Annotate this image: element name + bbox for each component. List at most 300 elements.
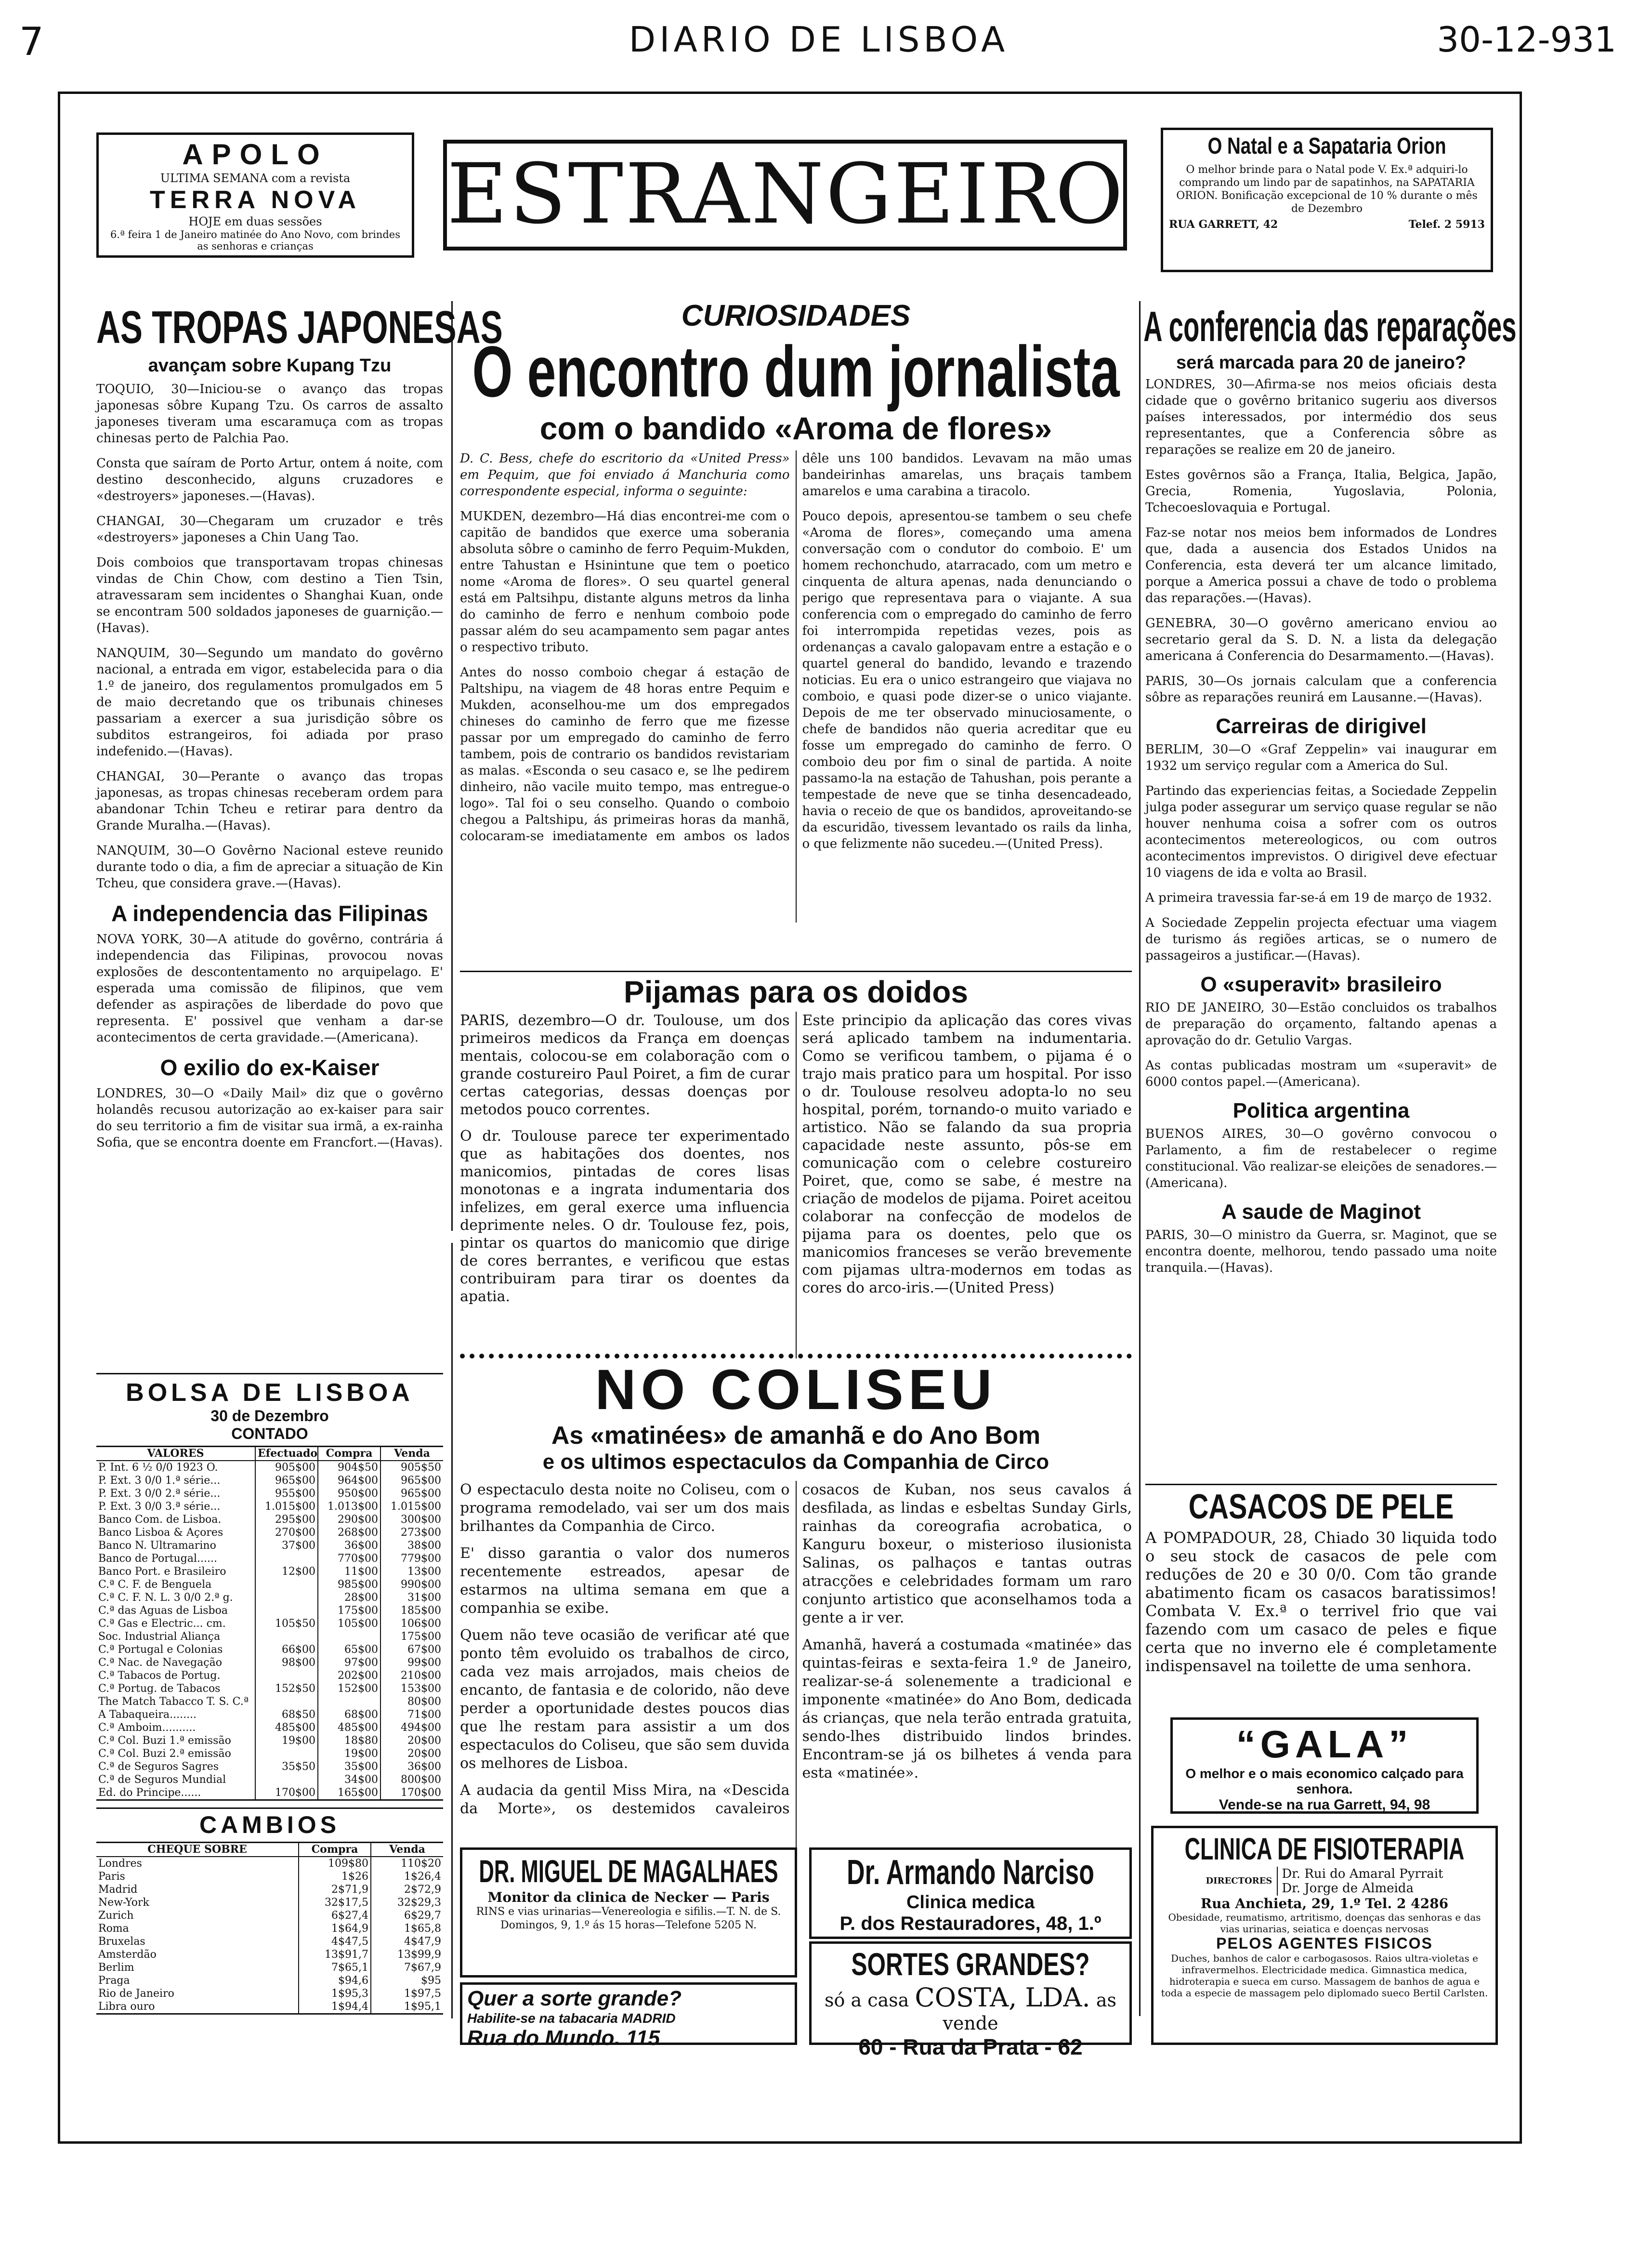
- politica-title: Politica argentina: [1233, 1099, 1410, 1122]
- bolsa-price: 268$00: [318, 1526, 380, 1539]
- bolsa-price: [255, 1604, 318, 1617]
- superavit-title: O «superavit» brasileiro: [1200, 973, 1442, 996]
- cambios-rate: 4$47,9: [371, 1935, 443, 1948]
- bolsa-row: [96, 1474, 443, 1487]
- bolsa-price: 68$50: [255, 1708, 318, 1721]
- bolsa-price: 175$00: [318, 1604, 380, 1617]
- bolsa-price: 35$50: [255, 1760, 318, 1773]
- bolsa-row: [96, 1760, 443, 1773]
- magalhaes-line2: RINS e vias urinarias—Venereologia e sifilis.—T. N. de S. Domingos, 9, 1.º ás 15 horas—Telefone 5205 N.: [476, 1906, 781, 1931]
- clinica-text2: Duches, banhos de calor e carbogasosos. Raios ultra-violetas e infravermelhos. Electricidade medica. Gimnastica medica, hidroterapia e sueca em curso. Massagem de banhos de agua e toda a especie de massagem pelo diplomado sueco Bertil Carlsten.: [1161, 1952, 1488, 1999]
- tropas-para: Dois comboios que transportavam tropas chinesas vindas de Chin Chow, com destino a Tien Tsin, atravessaram sem incidentes o Shanghai Kuan, onde se encontram 500 soldados japoneses de guarnição.—(Havas).: [96, 555, 443, 635]
- bolsa-price: 800$00: [380, 1773, 443, 1786]
- bolsa-price: 19$00: [255, 1734, 318, 1747]
- cambios-rate: $95: [371, 1974, 443, 1987]
- cambios-rate: 1$26,4: [371, 1870, 443, 1883]
- bolsa-security: Soc. Industrial Aliança: [98, 1631, 221, 1643]
- bolsa-price: 105$50: [255, 1617, 318, 1630]
- cambios-title: CAMBIOS: [96, 1807, 443, 1839]
- cambios-rate: 110$20: [371, 1857, 443, 1870]
- superavit-para: RIO DE JANEIRO, 30—Estão concluidos os trabalhos de preparação do orçamento, faltando apenas a aprovação do dr. Getulio Vargas.: [1145, 1001, 1497, 1048]
- bolsa-price: 19$00: [318, 1747, 380, 1760]
- pijamas-article: [460, 971, 1132, 1358]
- bolsa-price: 1.015$00: [380, 1500, 443, 1513]
- cambios-city: Amsterdão: [98, 1949, 157, 1961]
- bolsa-date: 30 de Dezembro: [210, 1407, 329, 1424]
- bolsa-price: [318, 1630, 380, 1643]
- apolo-line3: 6.ª feira 1 de Janeiro matinée do Ano Novo, com brindes as senhoras e crianças: [110, 229, 401, 252]
- bolsa-security: P. Ext. 3 0/0 3.ª série...: [98, 1501, 221, 1513]
- column-rule: [1139, 301, 1141, 2016]
- bolsa-price: 36$00: [380, 1760, 443, 1773]
- bolsa-security: C.ª de Seguros Sagres: [98, 1761, 219, 1773]
- sorte-line2: Habilite-se na tabacaria MADRID: [467, 2011, 676, 2026]
- cambios-city: New-York: [98, 1897, 149, 1909]
- bolsa-row: [96, 1721, 443, 1734]
- bolsa-price: 290$00: [318, 1513, 380, 1526]
- coliseu-para: O espectaculo desta noite no Coliseu, com o programa remodelado, vai ser um dos mais brilhantes da Companhia de Circo.: [460, 1481, 790, 1535]
- gala-line2: Vende-se na rua Garrett, 94, 98: [1219, 1797, 1430, 1813]
- sortes-addr: 60 - Rua da Prata - 62: [858, 2034, 1083, 2059]
- cambios-row: [96, 1883, 443, 1896]
- bolsa-row: [96, 1630, 443, 1643]
- bolsa-security: C.ª Nac. de Navegação: [98, 1657, 222, 1669]
- bolsa-security: Banco Port. e Brasileiro: [98, 1566, 226, 1578]
- clinica-dir1: Dr. Rui do Amaral Pyrrait: [1282, 1867, 1443, 1881]
- bolsa-security: P. Ext. 3 0/0 2.ª série...: [98, 1488, 221, 1500]
- bolsa-price: [255, 1578, 318, 1591]
- cambios-rate: 1$65,8: [371, 1922, 443, 1935]
- bolsa-price: 300$00: [380, 1513, 443, 1526]
- bolsa-security: Banco N. Ultramarino: [98, 1540, 216, 1552]
- cambios-row: [96, 1896, 443, 1909]
- bolsa-security: A Tabaqueira........: [98, 1709, 197, 1721]
- cambios-rate: 7$67,9: [371, 1961, 443, 1974]
- masthead: DIARIO DE LISBOA: [629, 19, 1009, 60]
- curiosidades-para: Antes do nosso comboio chegar á estação de Paltshipu, na viagem de 48 horas entre Pequim e Mukden, aconselhou-me um dos empregados chineses do caminho de ferro que me fizesse passar por um empregado do caminho de ferro tambem, pois de contrario os bandidos revistariam as malas. «Esconda o seu casaco e, se lhe pedirem dinheiro, não vacile muito tempo, mas entregue-o logo». Tal foi o seu conselho. Quando o comboio chegou a Paltshipu, ás primeiras horas da manhã, colocaram-se imediatamente em ambos os lados dêle uns 100 bandidos. Levavam na mão umas bandeirinhas amarelas, uns braçais tambem amarelos e uma carabina a tiracolo.: [460, 451, 1132, 844]
- section-title: ESTRANGEIRO: [447, 145, 1125, 242]
- curiosidades-subtitle: com o bandido «Aroma de flores»: [539, 410, 1052, 446]
- bolsa-price: 13$00: [380, 1565, 443, 1578]
- casacos-title: CASACOS DE PELE: [1188, 1488, 1454, 1526]
- bolsa-price: 965$00: [380, 1487, 443, 1500]
- bolsa-header: Compra: [318, 1447, 380, 1461]
- coliseu-para: E' disso garantia o valor dos numeros recentemente estreados, apesar de estarmos na ultima semana em que a companhia se exibe.: [460, 1545, 790, 1617]
- bolsa-row: [96, 1552, 443, 1565]
- bolsa-price: 494$00: [380, 1721, 443, 1734]
- tropas-para: NANQUIM, 30—O Govêrno Nacional esteve reunido durante todo o dia, a fim de apreciar a situação de Kin Tcheu, que considera grave.—(Havas).: [96, 844, 443, 891]
- bolsa-price: 12$00: [255, 1565, 318, 1578]
- bolsa-header: VALORES: [96, 1447, 255, 1461]
- bolsa-price: 950$00: [318, 1487, 380, 1500]
- bolsa-price: 71$00: [380, 1708, 443, 1721]
- page-number: 7: [19, 19, 44, 64]
- tropas-title: AS TROPAS JAPONESAS: [96, 302, 503, 353]
- reparacoes-para: Faz-se notar nos meios bem informados de Londres que, dada a ausencia dos Estados Unidos na Conferencia, esta deverá ter um alcance limitado, porque a America possui a chave de todo o problema das reparações.—(Havas).: [1145, 526, 1497, 606]
- bolsa-price: 66$00: [255, 1643, 318, 1656]
- bolsa-price: [255, 1747, 318, 1760]
- bolsa-price: 35$00: [318, 1760, 380, 1773]
- curiosidades-para: MUKDEN, dezembro—Há dias encontrei-me com o capitão de bandidos que exerce uma soberania absoluta sôbre o caminho de ferro Pequim-Mukden, entre Tahustan e Hsinintune que tem o poetico nome «Aroma de flores». O seu quartel general está em Paltsihpu, distante alguns metros da linha do caminho de ferro e nenhum comboio pode passar além do seu acampamento sem pagar antes o respectivo tributo.: [460, 509, 790, 655]
- cambios-rate: 32$17,5: [299, 1896, 371, 1909]
- narciso-name: Dr. Armando Narciso: [847, 1853, 1094, 1892]
- bolsa-row: [96, 1682, 443, 1695]
- bolsa-price: 202$00: [318, 1669, 380, 1682]
- bolsa-price: 485$00: [318, 1721, 380, 1734]
- cambios-row: [96, 1987, 443, 2000]
- bolsa-price: [255, 1591, 318, 1604]
- cambios-rate: 13$91,7: [299, 1948, 371, 1961]
- natal-ad: [1161, 128, 1493, 272]
- bolsa-price: [255, 1552, 318, 1565]
- gala-line1: O melhor e o mais economico calçado para senhora.: [1185, 1766, 1464, 1796]
- bolsa-row: [96, 1539, 443, 1552]
- right-column: [1143, 303, 1517, 1285]
- cambios-header: Compra: [299, 1843, 371, 1857]
- bolsa-price: 964$00: [318, 1474, 380, 1487]
- bolsa-price: 36$00: [318, 1539, 380, 1552]
- clinica-ad: [1151, 1826, 1498, 2045]
- pijamas-para: PARIS, dezembro—O dr. Toulouse, um dos primeiros medicos da França em doenças mentais, colocou-se em colaboração com o grande costureiro Paul Poiret, a fim de curar certas categorias, dessas doenças por metodos pouco correntes.: [460, 1012, 790, 1118]
- gala-title: “GALA”: [1236, 1723, 1413, 1766]
- cambios-table: [96, 1842, 443, 2015]
- cambios-rate: 6$29,7: [371, 1909, 443, 1922]
- magalhaes-name: DR. MIGUEL DE MAGALHAES: [479, 1853, 778, 1889]
- narciso-line2: P. dos Restauradores, 48, 1.º: [839, 1913, 1101, 1934]
- bolsa-price: 67$00: [380, 1643, 443, 1656]
- bolsa-security: C.ª C. F. N. L. 3 0/0 2.ª g.: [98, 1592, 233, 1604]
- clinica-title: CLINICA DE FISIOTERAPIA: [1184, 1832, 1465, 1866]
- cambios-city: Libra ouro: [98, 2001, 155, 2013]
- bolsa-price: 65$00: [318, 1643, 380, 1656]
- bolsa-security: P. Ext. 3 0/0 1.ª série...: [98, 1475, 221, 1487]
- bolsa-security: The Match Tabacco T. S. C.ª: [98, 1696, 249, 1708]
- tropas-para: CHANGAI, 30—Perante o avanço das tropas japonesas, as tropas chinesas receberam ordem para abandonar Tchin Tcheu e retirar para dentro da Grande Muralha.—(Havas).: [96, 769, 443, 833]
- bolsa-price: 485$00: [255, 1721, 318, 1734]
- bolsa-price: 985$00: [318, 1578, 380, 1591]
- bolsa-price: 152$00: [318, 1682, 380, 1695]
- bolsa-sub: CONTADO: [231, 1425, 308, 1442]
- cambios-rate: 7$65,1: [299, 1961, 371, 1974]
- cambios-city: Rio de Janeiro: [98, 1988, 174, 2000]
- filipinas-text: NOVA YORK, 30—A atitude do govêrno, contrária á independencia das Filipinas, provocou novas explosões de descontentamento no arquipelago. E' esperada uma comissão de filipinos, que vem defender as aspirações de liberdade do povo que representa. E' possivel que venham a dar-se acontecimentos de certa gravidade.—(Americana).: [96, 932, 443, 1045]
- kaiser-text: LONDRES, 30—O «Daily Mail» diz que o govêrno holandês recusou autorização ao ex-kaiser para sair do seu territorio a fim de visitar sua irmã, a ex-rainha Sofia, que se encontra doente em Francfort.—(Havas).: [96, 1086, 443, 1150]
- sortes-line2: as vende: [943, 1990, 1116, 2034]
- page-date: 30-12-931: [1437, 19, 1616, 60]
- bolsa-price: 38$00: [380, 1539, 443, 1552]
- clinica-text1: Obesidade, reumatismo, artritismo, doenças das senhoras e das vias urinarias, seiatica e doenças nervosas: [1168, 1912, 1481, 1935]
- bolsa-security: Banco Lisboa & Açores: [98, 1527, 223, 1539]
- cambios-city: Londres: [98, 1858, 142, 1870]
- bolsa-price: 165$00: [318, 1786, 380, 1800]
- bolsa-price: [255, 1630, 318, 1643]
- bolsa-row: [96, 1734, 443, 1747]
- cambios-rate: 1$95,1: [371, 2000, 443, 2014]
- cambios-row: [96, 1948, 443, 1961]
- tropas-article: [96, 302, 503, 1160]
- narciso-line1: Clinica medica: [906, 1892, 1035, 1912]
- apolo-name: APOLO: [182, 138, 328, 171]
- tropas-para: Consta que saíram de Porto Artur, ontem á noite, com destino desconhecido, alguns cruzadores e «destroyers» japoneses.—(Havas).: [96, 456, 443, 503]
- cambios-row: [96, 2000, 443, 2014]
- bolsa-security: C.ª C. F. de Benguela: [98, 1579, 212, 1591]
- bolsa-price: 153$00: [380, 1682, 443, 1695]
- cambios-city: Paris: [98, 1871, 125, 1883]
- bolsa-price: 965$00: [255, 1474, 318, 1487]
- bolsa-price: 295$00: [255, 1513, 318, 1526]
- bolsa-price: 31$00: [380, 1591, 443, 1604]
- bolsa-price: 106$00: [380, 1617, 443, 1630]
- bolsa-price: 34$00: [318, 1773, 380, 1786]
- cambios-row: [96, 1961, 443, 1974]
- cambios-city: Berlim: [98, 1962, 134, 1974]
- bolsa-price: 98$00: [255, 1656, 318, 1669]
- bolsa-row: [96, 1526, 443, 1539]
- bolsa-title: BOLSA DE LISBOA: [126, 1379, 414, 1407]
- bolsa-price: 28$00: [318, 1591, 380, 1604]
- bolsa-price: 185$00: [380, 1604, 443, 1617]
- cambios-row: [96, 1857, 443, 1870]
- bolsa-security: C.ª Tabacos de Portug.: [98, 1670, 221, 1682]
- bolsa-row: [96, 1617, 443, 1630]
- bolsa-price: 273$00: [380, 1526, 443, 1539]
- bolsa-security: Banco de Portugal......: [98, 1553, 217, 1565]
- bolsa-price: 175$00: [380, 1630, 443, 1643]
- sortes-ad: [809, 1941, 1132, 2059]
- curiosidades-kicker: CURIOSIDADES: [681, 299, 911, 332]
- bolsa-row: [96, 1773, 443, 1786]
- bolsa-price: 99$00: [380, 1656, 443, 1669]
- bolsa-price: 105$00: [318, 1617, 380, 1630]
- sortes-line1: só a casa: [825, 1990, 909, 2011]
- bolsa-security: Ed. do Principe......: [98, 1787, 201, 1799]
- bolsa-security: C.ª das Aguas de Lisboa: [98, 1605, 228, 1617]
- bolsa-row: [96, 1513, 443, 1526]
- bolsa-row: [96, 1578, 443, 1591]
- cambios-rate: 13$99,9: [371, 1948, 443, 1961]
- bolsa-row: [96, 1695, 443, 1708]
- curiosidades-para: Pouco depois, apresentou-se tambem o seu chefe «Aroma de flores», começando uma amena conversação com o condutor do comboio. E' um homem rechonchudo, atarracado, com um metro e cinquenta de altura apenas, nada denunciando o perigo que representava para o viajante. A sua conferencia com o empregado do caminho de ferro foi interrompida repetidas vezes, pois as ordenanças a cavalo galopavam entre a estação e o quartel general do bandido, levando e trazendo noticias. Eu era o unico estrangeiro que viajava no comboio, e quasi pode dizer-se o unico viajante. Depois de me ter observado minuciosamente, o chefe de bandidos não queria acreditar que eu fosse um empregado do caminho de ferro. O comboio deu por fim o sinal de partida. A noite passamo-la na estação de Tahushan, pois perante a tempestade de neve que se tinha desencadeado, havia o receio de que os bandidos, aproveitando-se da escuridão, tivessem levantado os rails da linha, o que felizmente não sucedeu.—(United Press).: [802, 509, 1132, 851]
- bolsa-price: 68$00: [318, 1708, 380, 1721]
- bolsa-section: [96, 1373, 443, 2015]
- column-rule: [451, 1243, 453, 2018]
- apolo-line1: ULTIMA SEMANA com a revista: [160, 171, 351, 185]
- bolsa-header: Venda: [380, 1447, 443, 1461]
- cambios-rate: $94,6: [299, 1974, 371, 1987]
- bolsa-price: [318, 1695, 380, 1708]
- clinica-addr: Rua Anchieta, 29, 1.º Tel. 2 4286: [1200, 1896, 1449, 1912]
- bolsa-row: [96, 1786, 443, 1800]
- casacos-ad: [1145, 1484, 1497, 1675]
- bolsa-security: C.ª Col. Buzi 2.ª emissão: [98, 1748, 231, 1760]
- bolsa-row: [96, 1747, 443, 1760]
- reparacoes-para: LONDRES, 30—Afirma-se nos meios oficiais desta cidade que o govêrno britanico sugeriu aos diversos países interessados, por intermédio dos seus representantes, que a Conferencia sôbre as reparações se realize em 20 de janeiro.: [1145, 377, 1497, 457]
- curiosidades-intro: D. C. Bess, chefe do escritorio da «United Press» em Pequim, que foi enviado á Manchuria como correspondente especial, informa o seguinte:: [460, 451, 790, 499]
- tropas-para: TOQUIO, 30—Iniciou-se o avanço das tropas japonesas sôbre Kupang Tzu. Os carros de assalto japoneses tiveram uma escaramuça com as tropas chinesas perto de Palchia Pao.: [96, 382, 443, 446]
- dirigivel-title: Carreiras de dirigivel: [1216, 714, 1427, 738]
- cambios-city: Bruxelas: [98, 1936, 145, 1948]
- coliseu-title: NO COLISEU: [595, 1358, 997, 1422]
- cambios-header: CHEQUE SOBRE: [96, 1843, 299, 1857]
- sorte-ad: [460, 1982, 797, 2050]
- tropas-para: CHANGAI, 30—Chegaram um cruzador e três «destroyers» japoneses a Chin Uang Tao.: [96, 514, 443, 545]
- bolsa-price: 170$00: [255, 1786, 318, 1800]
- clinica-dir2: Dr. Jorge de Almeida: [1282, 1881, 1414, 1896]
- magalhaes-ad: [460, 1847, 797, 1978]
- bolsa-row: [96, 1487, 443, 1500]
- dirigivel-para: A primeira travessia far-se-á em 19 de março de 1932.: [1145, 891, 1492, 905]
- bolsa-price: 905$50: [380, 1461, 443, 1474]
- cambios-city: Praga: [98, 1975, 130, 1987]
- cambios-rate: 109$80: [299, 1857, 371, 1870]
- bolsa-price: 904$50: [318, 1461, 380, 1474]
- bolsa-row: [96, 1461, 443, 1474]
- cambios-row: [96, 1935, 443, 1948]
- clinica-sub: PELOS AGENTES FISICOS: [1216, 1935, 1433, 1952]
- cambios-rate: 1$95,3: [299, 1987, 371, 2000]
- bolsa-row: [96, 1500, 443, 1513]
- bolsa-price: 990$00: [380, 1578, 443, 1591]
- dirigivel-para: Partindo das experiencias feitas, a Sociedade Zeppelin julga poder assegurar um serviço quase regular se não houver nenhuma coisa a sofrer com os outros acontecimentos metereologicos, ou com outros acontecimentos imprevistos. O dirigivel deve efectuar 10 viagens de ida e volta ao Brasil.: [1145, 784, 1497, 880]
- bolsa-row: [96, 1708, 443, 1721]
- cambios-city: Madrid: [98, 1884, 138, 1896]
- bolsa-price: 779$00: [380, 1552, 443, 1565]
- cambios-rate: 1$26: [299, 1870, 371, 1883]
- cambios-row: [96, 1870, 443, 1883]
- natal-address: RUA GARRETT, 42: [1169, 218, 1278, 231]
- superavit-para: As contas publicadas mostram um «superavit» de 6000 contos papel.—(Americana).: [1145, 1058, 1497, 1089]
- bolsa-price: [255, 1773, 318, 1786]
- cambios-header: Venda: [371, 1843, 443, 1857]
- bolsa-price: 20$00: [380, 1747, 443, 1760]
- bolsa-row: [96, 1565, 443, 1578]
- natal-phone: Telef. 2 5913: [1408, 218, 1485, 231]
- bolsa-row: [96, 1604, 443, 1617]
- bolsa-price: 20$00: [380, 1734, 443, 1747]
- cambios-rate: 2$72,9: [371, 1883, 443, 1896]
- bolsa-price: 270$00: [255, 1526, 318, 1539]
- cambios-city: Zurich: [98, 1910, 134, 1922]
- tropas-subtitle: avançam sobre Kupang Tzu: [148, 356, 392, 376]
- cambios-rate: 1$94,4: [299, 2000, 371, 2014]
- cambios-city: Roma: [98, 1923, 129, 1935]
- bolsa-security: C.ª de Seguros Mundial: [98, 1774, 226, 1786]
- pijamas-para: O dr. Toulouse parece ter experimentado que as habitações dos doentes, nos manicomios, pintadas de cores lisas monotonas e a ingrata indumentaria dos infelizes, em geral exerce uma influencia deprimente neles. O dr. Toulouse fez, pois, pintar os quartos do manicomio que dirige de cores berrantes, e verificou que estas contribuiram para tirar os doentes da apatia.: [460, 1128, 790, 1305]
- pijamas-para: Este principio da aplicação das cores vivas será aplicado tambem na indumentaria. Como se verificou tambem, o pijama é o trajo mais pratico para um hospital. Por isso o dr. Toulouse resolveu adopta-lo no seu hospital, porém, tornando-o muito variado e artistico. Não se falando da sua propria capacidade neste assunto, pôs-se em comunicação com o celebre costureiro Poiret, que, como se sabe, é mestre na criação de modelos de pijama. Poiret aceitou colaborar na confecção de modelos de pijama para os doentes, pelo que os manicomios franceses se verão brevemente com pijamas ultra-modernos em todas as cores do arco-iris.—(United Press): [802, 1012, 1132, 1296]
- section-title-box: [443, 140, 1127, 251]
- sorte-line3: Rua do Mundo. 115: [467, 2026, 660, 2050]
- bolsa-security: C.ª Amboim..........: [98, 1722, 196, 1734]
- cambios-rate: 6$27,4: [299, 1909, 371, 1922]
- bolsa-security: C.ª Gas e Electric... cm.: [98, 1618, 226, 1630]
- cambios-row: [96, 1974, 443, 1987]
- reparacoes-para: GENEBRA, 30—O govêrno americano enviou ao secretario geral da S. D. N. a lista da delegação americana á Conferencia do Desarmamento.—(Havas).: [1145, 616, 1497, 663]
- reparacoes-subtitle: será marcada para 20 de janeiro?: [1176, 353, 1466, 373]
- bolsa-price: 1.015$00: [255, 1500, 318, 1513]
- bolsa-price: 11$00: [318, 1565, 380, 1578]
- coliseu-sub1: As «matinées» de amanhã e do Ano Bom: [551, 1422, 1041, 1450]
- narciso-ad: [809, 1847, 1132, 1939]
- curiosidades-title: O encontro dum jornalista: [472, 331, 1120, 412]
- sortes-name: COSTA, LDA.: [915, 1982, 1090, 2013]
- sortes-title: SORTES GRANDES?: [851, 1946, 1090, 1982]
- cambios-row: [96, 1922, 443, 1935]
- bolsa-price: 955$00: [255, 1487, 318, 1500]
- bolsa-price: 210$00: [380, 1669, 443, 1682]
- curiosidades-article: [460, 299, 1132, 923]
- coliseu-para: Quem não teve ocasião de verificar até que ponto têm evoluido os trabalhos de circo, cada vez mais arrojados, mais cheios de encanto, de fantasia e de colorido, não deve perder a oportunidade destes poucos dias que lhe restam para assistir a um dos espectaculos do Coliseu, que são sem duvida os melhores de Lisboa.: [460, 1627, 790, 1772]
- casacos-text: A POMPADOUR, 28, Chiado 30 liquida todo o seu stock de casacos de pele com reduções de 20 e 30 0/0. Com tão grande abatimento ficam os casacos baratissimos! Combata V. Ex.ª o terrivel frio que vai fazendo com um casaco de peles e fique certa que no inverno ele é completamente indispensavel na toilette de uma senhora.: [1145, 1529, 1497, 1675]
- reparacoes-title: A conferencia das reparações: [1143, 303, 1517, 350]
- coliseu-para: A audacia da gentil Miss Mira, na «Descida da Morte», os destemidos cavaleiros cosacos de Kuban, nos seus cavalos á desfilada, as lindas e esbeltas Sunday Girls, rainhas da coreografia acrobatica, o Kanguru boxeur, o misterioso ilusionista Salinas, os palhaços e tantas outras atracções e celebridades formam um raro conjunto artistico que aconselhamos toda a gente a ir ver.: [460, 1481, 1132, 1817]
- bolsa-price: 97$00: [318, 1656, 380, 1669]
- dirigivel-para: A Sociedade Zeppelin projecta efectuar uma viagem de turismo ás regiões articas, se o numero de passageiros a justificar.—(Havas).: [1145, 916, 1497, 963]
- bolsa-price: 152$50: [255, 1682, 318, 1695]
- cambios-row: [96, 1909, 443, 1922]
- bolsa-header: Efectuado: [255, 1447, 318, 1461]
- bolsa-row: [96, 1669, 443, 1682]
- coliseu-article: [460, 1354, 1132, 1890]
- bolsa-row: [96, 1656, 443, 1669]
- bolsa-security: C.ª Portug. de Tabacos: [98, 1683, 221, 1695]
- natal-title: O Natal e a Sapataria Orion: [1207, 133, 1446, 159]
- sorte-line1: Quer a sorte grande?: [467, 1987, 682, 2010]
- cambios-rate: 1$64,9: [299, 1922, 371, 1935]
- bolsa-price: [255, 1669, 318, 1682]
- column-rule: [451, 301, 453, 1231]
- reparacoes-para: Estes govêrnos são a França, Italia, Belgica, Japão, Grecia, Romenia, Yugoslavia, Polonia, Tchecoeslovaquia e Portugal.: [1145, 468, 1497, 515]
- bolsa-row: [96, 1591, 443, 1604]
- bolsa-security: Banco Com. de Lisboa.: [98, 1514, 222, 1526]
- natal-text: O melhor brinde para o Natal pode V. Ex.ª adquiri-lo comprando um lindo par de sapatinhos, na SAPATARIA ORION. Bonificação excepcional de 10 % durante o mês de Dezembro: [1176, 164, 1478, 215]
- bolsa-security: C.ª Col. Buzi 1.ª emissão: [98, 1735, 231, 1747]
- bolsa-security: P. Int. 6 ½ 0/0 1923 O.: [98, 1462, 218, 1474]
- cambios-rate: 32$29,3: [371, 1896, 443, 1909]
- apolo-line2: HOJE em duas sessões: [188, 215, 322, 228]
- bolsa-price: 170$00: [380, 1786, 443, 1800]
- bolsa-table: [96, 1446, 443, 1801]
- dirigivel-para: BERLIM, 30—O «Graf Zeppelin» vai inaugurar em 1932 um serviço regular com a America do Sul.: [1145, 742, 1497, 773]
- bolsa-price: 18$80: [318, 1734, 380, 1747]
- kaiser-title: O exilio do ex-Kaiser: [160, 1055, 380, 1080]
- cambios-rate: 2$71,9: [299, 1883, 371, 1896]
- apolo-show: TERRA NOVA: [150, 186, 361, 214]
- pijamas-title: Pijamas para os doidos: [624, 975, 968, 1009]
- cambios-rate: 1$97,5: [371, 1987, 443, 2000]
- maginot-text: PARIS, 30—O ministro da Guerra, sr. Maginot, que se encontra doente, melhorou, tendo passado uma noite tranquila.—(Havas).: [1145, 1228, 1497, 1275]
- bolsa-security: C.ª Portugal e Colonias: [98, 1644, 223, 1656]
- tropas-para: NANQUIM, 30—Segundo um mandato do govêrno nacional, a entrada em vigor, estabelecida para o dia 1.º de janeiro, dos regulamentos promulgados em 5 de maio decretando que os tribunais chineses passariam a exercer a sua jurisdição sôbre os subditos estrangeiros, foi adiada por praso indefenido.—(Havas).: [96, 646, 443, 759]
- apolo-ad: [96, 132, 414, 258]
- bolsa-price: 905$00: [255, 1461, 318, 1474]
- magalhaes-line1: Monitor da clinica de Necker — Paris: [487, 1889, 770, 1905]
- coliseu-para: Amanhã, haverá a costumada «matinée» das quintas-feiras e sexta-feira 1.º de Janeiro, realizar-se-á solenemente a tradicional e imponente «matinée» do Ano Bom, dedicada ás crianças, que nela terão entrada gratuita, sendo-lhes distribuido lindos brindes. Encontram-se já os bilhetes á venda para esta «matinée».: [802, 1636, 1132, 1781]
- bolsa-price: 770$00: [318, 1552, 380, 1565]
- bolsa-price: 37$00: [255, 1539, 318, 1552]
- bolsa-price: 1.013$00: [318, 1500, 380, 1513]
- politica-text: BUENOS AIRES, 30—O govêrno convocou o Parlamento, a fim de restabelecer o regime constitucional. Vão realizar-se eleições de senadores.—(Americana).: [1145, 1127, 1497, 1190]
- bolsa-price: 80$00: [380, 1695, 443, 1708]
- bolsa-price: [255, 1695, 318, 1708]
- reparacoes-para: PARIS, 30—Os jornais calculam que a conferencia sôbre as reparações reunirá em Lausanne.—(Havas).: [1145, 674, 1497, 705]
- clinica-dir-label: DIRECTORES: [1206, 1876, 1272, 1886]
- gala-ad: [1170, 1717, 1479, 1814]
- coliseu-sub2: e os ultimos espectaculos da Companhia de Circo: [542, 1450, 1049, 1474]
- bolsa-row: [96, 1643, 443, 1656]
- filipinas-title: A independencia das Filipinas: [111, 901, 428, 926]
- maginot-title: A saude de Maginot: [1221, 1200, 1421, 1224]
- cambios-rate: 4$47,5: [299, 1935, 371, 1948]
